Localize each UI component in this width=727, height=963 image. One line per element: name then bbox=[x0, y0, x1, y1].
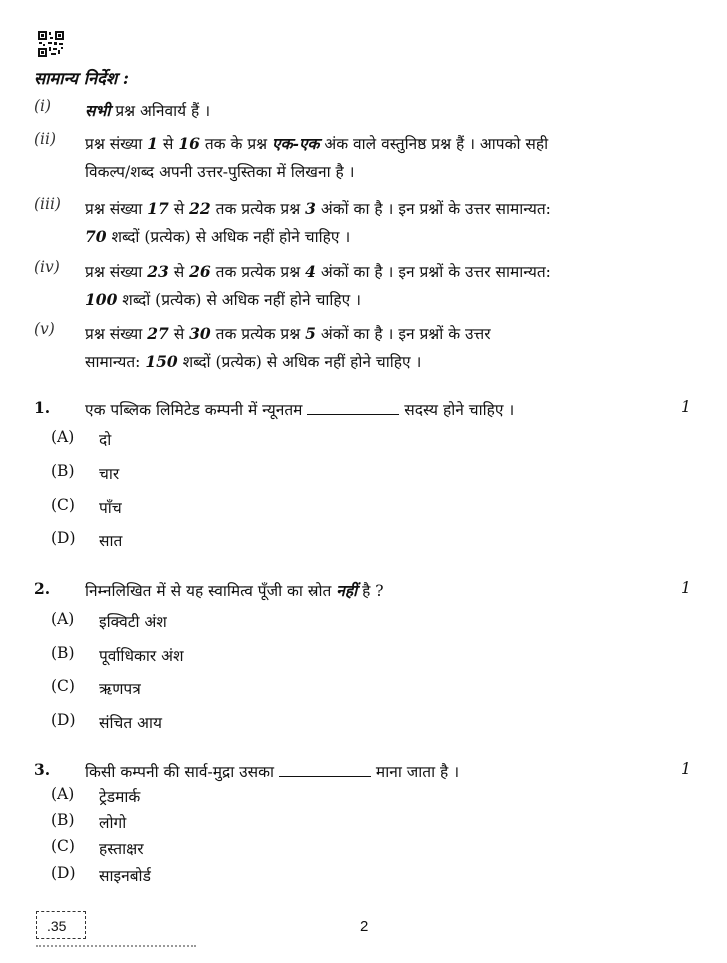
option-text: लोगो bbox=[99, 814, 127, 832]
instruction-number: (iii) bbox=[34, 195, 61, 213]
instruction-text-part: से bbox=[168, 263, 190, 281]
option-label: (A) bbox=[51, 610, 75, 628]
instruction-text-part: तक प्रत्येक प्रश्न bbox=[210, 200, 306, 218]
option-text: इक्विटी अंश bbox=[99, 613, 167, 631]
instruction-text-part: से bbox=[168, 325, 190, 343]
answer-blank bbox=[279, 762, 371, 777]
instruction-number: (iv) bbox=[34, 258, 60, 276]
option-text: संचित आय bbox=[99, 714, 162, 732]
instruction-text-part: प्रश्न संख्या bbox=[85, 263, 148, 281]
question-text bbox=[85, 398, 645, 420]
question-number: 3. bbox=[34, 760, 51, 779]
option-text: सात bbox=[99, 532, 123, 550]
option-text: चार bbox=[99, 465, 120, 483]
instructions-heading: सामान्य निर्देश : bbox=[34, 69, 129, 88]
emphasis-text: 100 bbox=[85, 290, 118, 309]
option-text: ऋणपत्र bbox=[99, 680, 141, 698]
instruction-text bbox=[85, 130, 655, 186]
emphasis-text: 27 bbox=[147, 324, 169, 343]
option-text: ट्रेडमार्क bbox=[99, 788, 141, 806]
emphasis-text: 16 bbox=[178, 134, 200, 153]
option-label: (D) bbox=[51, 711, 76, 729]
instruction-text bbox=[85, 195, 655, 251]
emphasis-text: 150 bbox=[145, 352, 178, 371]
instruction-text-part: अंकों का है । इन प्रश्नों के उत्तर सामान्यत: bbox=[315, 200, 551, 218]
question-text bbox=[85, 579, 645, 601]
emphasis-text: 4 bbox=[305, 262, 316, 281]
question-marks: 1 bbox=[681, 398, 691, 416]
option-text: साइनबोर्ड bbox=[99, 867, 151, 885]
option-label: (B) bbox=[51, 462, 75, 480]
question-text bbox=[85, 760, 645, 782]
option-label: (A) bbox=[51, 428, 75, 446]
emphasis-text: 26 bbox=[189, 262, 211, 281]
emphasis-text: 22 bbox=[189, 199, 211, 218]
instruction-number: (v) bbox=[34, 320, 55, 338]
emphasis-text: नहीं bbox=[336, 581, 358, 600]
emphasis-text: सभी bbox=[85, 101, 111, 120]
instruction-text-part: से bbox=[157, 135, 179, 153]
qr-code-icon bbox=[38, 31, 64, 57]
instruction-text-part: प्रश्न संख्या bbox=[85, 135, 148, 153]
instruction-number: (i) bbox=[34, 97, 52, 115]
option-label: (B) bbox=[51, 644, 75, 662]
question-number: 2. bbox=[34, 579, 51, 598]
instruction-text-part: तक के प्रश्न bbox=[199, 135, 273, 153]
answer-blank bbox=[307, 400, 399, 415]
option-label: (D) bbox=[51, 529, 76, 547]
instruction-text-part: अंक वाले वस्तुनिष्ठ प्रश्न हैं । आपको सही bbox=[319, 135, 549, 153]
question-marks: 1 bbox=[681, 579, 691, 597]
page-number: 2 bbox=[360, 918, 369, 935]
emphasis-text: 5 bbox=[305, 324, 316, 343]
instruction-text-part: अंकों का है । इन प्रश्नों के उत्तर bbox=[315, 325, 491, 343]
instruction-text-part: शब्दों (प्रत्येक) से अधिक नहीं होने चाहिए । bbox=[106, 228, 351, 246]
emphasis-text: 17 bbox=[147, 199, 169, 218]
emphasis-text: 70 bbox=[85, 227, 107, 246]
option-label: (C) bbox=[51, 837, 75, 855]
instruction-text-part: तक प्रत्येक प्रश्न bbox=[210, 263, 306, 281]
emphasis-text: 30 bbox=[189, 324, 211, 343]
instruction-text-part: से bbox=[168, 200, 190, 218]
question-marks: 1 bbox=[681, 760, 691, 778]
instruction-text-part: शब्दों (प्रत्येक) से अधिक नहीं होने चाहिए । bbox=[177, 353, 422, 371]
option-text: पाँच bbox=[99, 499, 122, 517]
question-text-part: निम्नलिखित में से यह स्वामित्व पूँजी का स्रोत bbox=[85, 582, 337, 600]
question-text-part: सदस्य होने चाहिए । bbox=[399, 401, 515, 419]
instruction-text bbox=[85, 320, 655, 376]
footer-divider bbox=[36, 945, 196, 947]
instruction-text-part: प्रश्न संख्या bbox=[85, 200, 148, 218]
option-text: पूर्वाधिकार अंश bbox=[99, 647, 184, 665]
option-text: दो bbox=[99, 431, 112, 449]
question-number: 1. bbox=[34, 398, 51, 417]
option-label: (C) bbox=[51, 677, 75, 695]
instruction-text-part: सामान्यत: bbox=[85, 353, 146, 371]
instruction-text-part: प्रश्न संख्या bbox=[85, 325, 148, 343]
emphasis-text: एक-एक bbox=[272, 134, 320, 153]
instruction-text bbox=[85, 97, 655, 125]
instruction-text bbox=[85, 258, 655, 314]
emphasis-text: 3 bbox=[305, 199, 316, 218]
instruction-text-part: प्रश्न अनिवार्य हैं । bbox=[110, 102, 211, 120]
instruction-number: (ii) bbox=[34, 130, 57, 148]
instruction-text-part: शब्दों (प्रत्येक) से अधिक नहीं होने चाहिए । bbox=[117, 291, 362, 309]
instruction-text-part: तक प्रत्येक प्रश्न bbox=[210, 325, 306, 343]
instruction-text-part: विकल्प/शब्द अपनी उत्तर-पुस्तिका में लिखना है । bbox=[85, 163, 355, 181]
instruction-text-part: अंकों का है । इन प्रश्नों के उत्तर सामान्यत: bbox=[315, 263, 551, 281]
option-label: (B) bbox=[51, 811, 75, 829]
question-text-part: माना जाता है । bbox=[371, 763, 460, 781]
option-label: (C) bbox=[51, 496, 75, 514]
paper-code: .35 bbox=[47, 918, 67, 934]
emphasis-text: 23 bbox=[147, 262, 169, 281]
question-text-part: एक पब्लिक लिमिटेड कम्पनी में न्यूनतम bbox=[85, 401, 308, 419]
emphasis-text: 1 bbox=[147, 134, 158, 153]
question-text-part: है ? bbox=[357, 582, 384, 600]
option-text: हस्ताक्षर bbox=[99, 840, 144, 858]
question-text-part: किसी कम्पनी की सार्व-मुद्रा उसका bbox=[85, 763, 279, 781]
option-label: (D) bbox=[51, 864, 76, 882]
option-label: (A) bbox=[51, 785, 75, 803]
